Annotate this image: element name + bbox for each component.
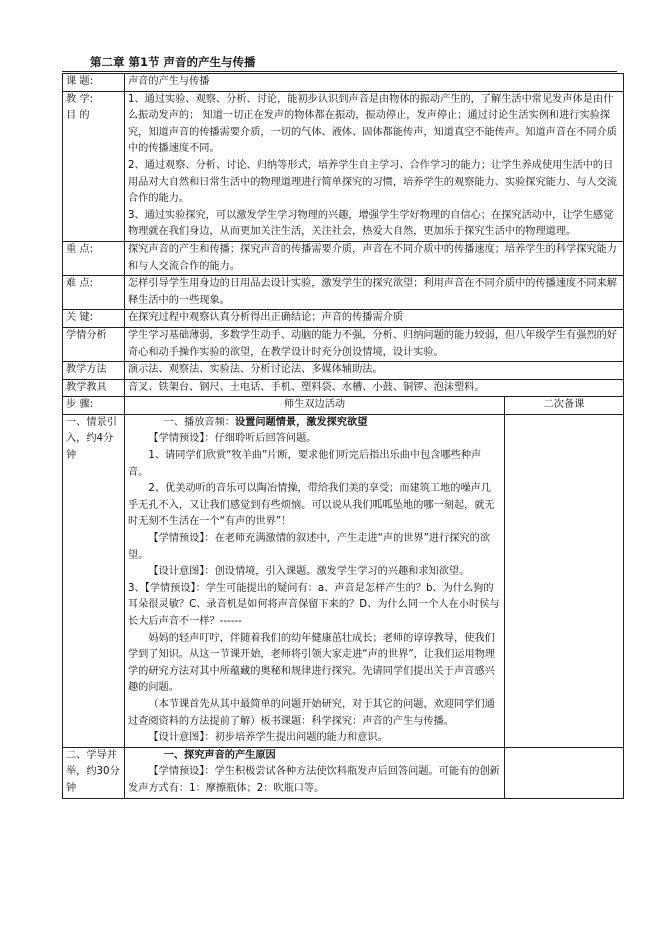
row-steps-header xyxy=(63,397,624,415)
step1-line: （本节课首先从其中最简单的问题开始研究，对于其它的问题，欢迎同学们通过查阅资料的方法提前了解）板书课题：科学探究：声音的产生与传播。 xyxy=(128,698,495,727)
step1-line: 【设计意图】：初步培养学生提出问题的能力和意识。 xyxy=(148,732,388,744)
goal-paragraph: 1、通过实验、观察、分析、讨论，能初步认识到声音是由物体的振动产生的，了解生活中常见发声体是由什么振动发声的； 知道一切正在发声的物体都在振动，振动停止，发声停止；通过讨论生活实例和进行实验探究，知道声音的传播需要介质，一切的气体、液体、固体都能传声，知道真空不能传声。知道声音在不同介质中的传播速度不同。 xyxy=(128,93,617,155)
step1-line: 2、优美动听的音乐可以陶冶情操，带给我们美的享受；而建筑工地的噪声几乎无孔不入，又让我们感觉到有些烦恼。可以说从我们呱呱坠地的哪一刻起，就无时无刻不生活在一个“有声的世界”！ xyxy=(128,483,495,528)
label-analysis: 学情分析 xyxy=(63,327,125,361)
step2-line: 【学情预设】：学生积极尝试各种方法使饮料瓶发声后回答问题。可能有的创新发声方式有：1：摩擦瓶体；2：吹瓶口等。 xyxy=(128,766,500,794)
row-method xyxy=(63,362,624,380)
content-tools: 音叉、铁架台、钢尺、土电话、手机、塑料袋、水槽、小鼓、铜锣、泡沫塑料。 xyxy=(125,379,624,397)
chapter-title-text: 第二章 第1节 声音的产生与传播 xyxy=(90,55,256,69)
goal-paragraph: 2、通过观察、分析、讨论、归纳等形式，培养学生自主学习、合作学习的能力；让学生养成使用生活中的日用品对大自然和日常生活中的物理道理进行简单探究的习惯，培养学生的观察能力、实验探究能力、与人交流合作的能力。 xyxy=(128,159,617,205)
notes-step1 xyxy=(505,414,624,747)
step1-line: 3、【学情预设】：学生可能提出的疑问有：a、声音是怎样产生的？b、为什么狗的耳朵很灵敏？C、录音机是如何将声音保留下来的？D、为什么同一个人在小时侯与长大后声音不一样？------ xyxy=(128,582,500,627)
step1-heading-prefix: 一、播放音频： xyxy=(163,416,235,428)
step1-line: 【设计意图】：创设情境，引入课题。激发学生学习的兴趣和求知欲望。 xyxy=(148,566,470,578)
label-method: 教学方法 xyxy=(63,362,125,380)
label-topic: 课 题: xyxy=(63,74,125,92)
notes-step2 xyxy=(505,747,624,798)
row-topic xyxy=(63,74,624,92)
row-goals xyxy=(63,91,624,241)
goal-paragraph: 3、通过实验探究，可以激发学生学习物理的兴趣，增强学生学好物理的自信心；在探究活动中，让学生感觉物理就在我们身边，从而更加关注生活，关注社会，热爱大自然，更加乐于探究生活中的物理道理。 xyxy=(128,209,614,238)
row-step2 xyxy=(63,747,624,798)
row-step1 xyxy=(63,414,624,747)
step2-heading: 一、探究声音的产生原因 xyxy=(163,749,276,761)
content-method: 演示法、观察法、实验法、分析讨论法、多媒体辅助法。 xyxy=(125,362,624,380)
label-difficulty: 难 点: xyxy=(63,276,125,310)
row-key xyxy=(63,241,624,275)
step1-line: 1、请同学们欣赏“牧羊曲”片断，要求他们听完后指出乐曲中包含哪些种声音。 xyxy=(128,450,482,478)
label-steps: 步 骤: xyxy=(63,397,125,415)
content-key: 探究声音的产生和传播；探究声音的传播需要介质，声音在不同介质中的传播速度；培养学生的科学探究能力和与人交流合作的能力。 xyxy=(125,241,624,275)
chapter-title xyxy=(90,54,256,70)
row-analysis xyxy=(63,327,624,361)
content-crux: 在探究过程中观察认真分析得出正确结论；声音的传播需介质 xyxy=(125,310,624,328)
lesson-plan-table xyxy=(62,73,624,799)
label-tools: 教学教具 xyxy=(63,379,125,397)
label-key: 重 点: xyxy=(63,241,125,275)
step1-line: 【学情预设】：仔细聆听后回答问题。 xyxy=(148,433,317,445)
content-analysis: 学生学习基础薄弱，多数学生动手、动脑的能力不强，分析、归纳问题的能力较弱，但八年级学生有强烈的好奇心和动手操作实验的欲望，在教学设计时充分创设情境，设计实验。 xyxy=(125,327,624,361)
label-step1: 一、情景引入，约4分钟 xyxy=(63,414,125,747)
header-activity: 师生双边活动 xyxy=(125,397,505,415)
label-step2: 二、学导并举，约30分钟 xyxy=(63,747,125,798)
label-crux: 关 键: xyxy=(63,310,125,328)
step1-line: 妈妈的轻声叮咛，伴随着我们的幼年健康茁壮成长；老师的谆谆教导，使我们学到了知识。从这一节课开始，老师将引领大家走进“声的世界”，让我们运用物理学的研究方法对其中所蕴藏的奥秘和规律进行探究。先请同学们提出关于声音感兴趣的问题。 xyxy=(128,632,496,694)
label-goals: 教 学: 目 的 xyxy=(63,91,125,241)
row-crux xyxy=(63,310,624,328)
title-rule xyxy=(62,71,617,72)
content-step2 xyxy=(125,747,505,798)
step1-heading xyxy=(164,415,501,432)
step1-heading-bold: 设置问题情景，激发探究欲望 xyxy=(235,416,368,428)
content-goals xyxy=(125,91,624,241)
content-step1 xyxy=(125,414,505,747)
content-topic: 声音的产生与传播 xyxy=(125,74,624,92)
row-difficulty xyxy=(63,276,624,310)
step1-line: 【学情预设】：在老师充满激情的叙述中，产生走进“声的世界”进行探究的欲望。 xyxy=(128,533,491,561)
row-tools xyxy=(63,379,624,397)
content-difficulty: 怎样引导学生用身边的日用品去设计实验，激发学生的探究欲望；利用声音在不同介质中的传播速度不同来解释生活中的一些现象。 xyxy=(125,276,624,310)
header-notes: 二次备课 xyxy=(505,397,624,415)
